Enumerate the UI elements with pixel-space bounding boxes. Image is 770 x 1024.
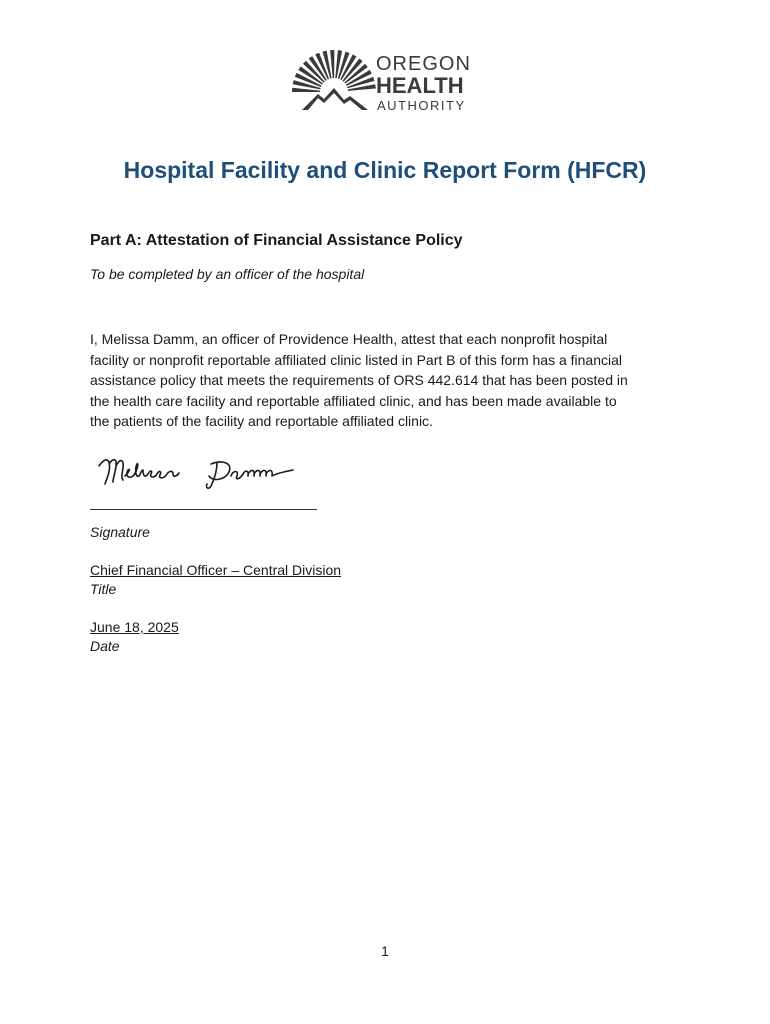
handwritten-signature: [93, 446, 303, 492]
date-label: Date: [90, 638, 120, 654]
signature-label: Signature: [90, 524, 150, 540]
attestation-line: facility or nonprofit reportable affiliated clinic listed in Part B of this form has a financial: [90, 351, 622, 368]
logo-line-2: HEALTH: [376, 73, 464, 98]
logo-line-3: AUTHORITY: [377, 98, 466, 113]
part-a-heading: Part A: Attestation of Financial Assistance Policy: [90, 232, 463, 249]
oregon-health-authority-logo: [288, 44, 484, 114]
attestation-line: I, Melissa Damm, an officer of Providence Health, attest that each nonprofit hospital: [90, 331, 608, 347]
logo-line-1: OREGON: [376, 53, 471, 75]
date-value: June 18, 2025: [90, 619, 179, 635]
signature-icon: [93, 446, 303, 492]
officer-title-value: Chief Financial Officer – Central Division: [90, 562, 342, 578]
title-label: Title: [90, 581, 117, 597]
attestation-line: the health care facility and reportable affiliated clinic, and has been made available to: [90, 392, 617, 409]
sunburst-mountain-icon: [288, 44, 484, 114]
part-a-instruction: To be completed by an officer of the hospital: [90, 266, 365, 282]
attestation-line: assistance policy that meets the requirements of ORS 442.614 that has been posted in: [90, 372, 628, 388]
signature-line: [90, 509, 317, 510]
attestation-statement: [90, 329, 680, 432]
document-title: Hospital Facility and Clinic Report Form (HFCR): [123, 157, 647, 183]
page-number: 1: [381, 943, 389, 959]
attestation-line: the patients of the facility and reportable affiliated clinic.: [90, 413, 433, 429]
